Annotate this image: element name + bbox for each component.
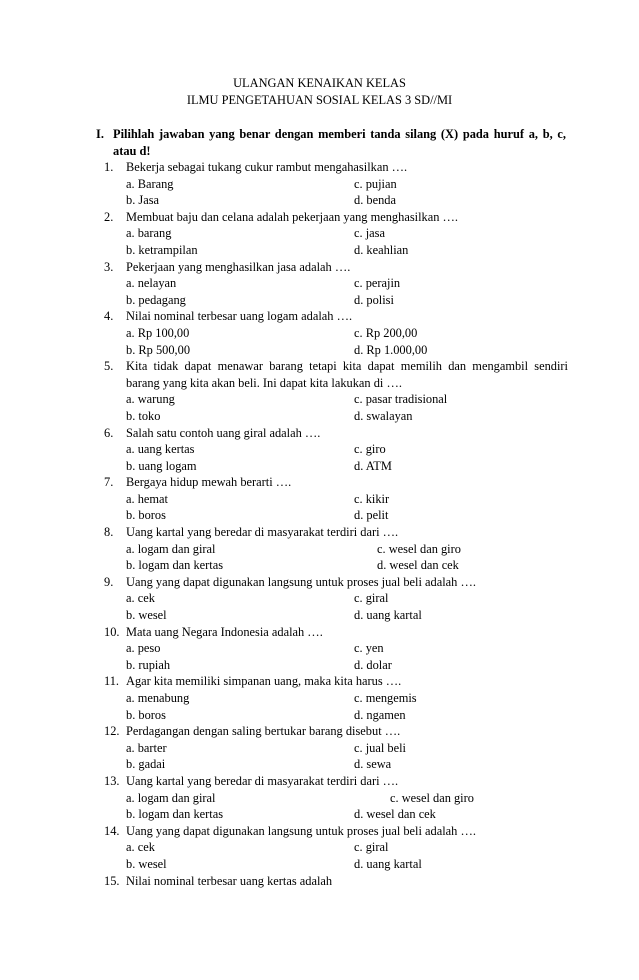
option-d: d. keahlian [354, 242, 409, 257]
option-b: b. logam dan kertas [126, 558, 224, 573]
option-a: a. nelayan [126, 276, 177, 291]
section-instruction [96, 126, 566, 159]
option-c: c. pujian [354, 176, 397, 191]
question-text: Uang kartal yang beredar di masyarakat terdiri dari …. [126, 773, 399, 788]
option-a: a. peso [126, 641, 161, 656]
question-text: Uang yang dapat digunakan langsung untuk proses jual beli adalah …. [126, 823, 476, 838]
question-number: 8. [104, 525, 114, 540]
question-text: Mata uang Negara Indonesia adalah …. [126, 624, 323, 639]
option-d: d. polisi [354, 292, 394, 307]
option-b: b. gadai [126, 757, 166, 772]
option-c: c. giral [354, 591, 389, 606]
question-8 [104, 524, 568, 574]
question-text: Pekerjaan yang menghasilkan jasa adalah …. [126, 259, 351, 274]
option-a: a. uang kertas [126, 442, 195, 457]
option-b: b. Rp 500,00 [126, 342, 191, 357]
question-number: 12. [104, 724, 120, 739]
question-list [104, 159, 568, 889]
option-c: c. giral [354, 840, 389, 855]
option-c: c. kikir [354, 491, 390, 506]
option-d: d. Rp 1.000,00 [354, 342, 428, 357]
question-text: Salah satu contoh uang giral adalah …. [126, 425, 321, 440]
question-11 [104, 673, 568, 723]
question-13 [104, 773, 568, 823]
option-a: a. barter [126, 740, 167, 755]
option-d: d. benda [354, 193, 396, 208]
option-d: d. uang kartal [354, 856, 422, 871]
question-2 [104, 209, 568, 259]
option-b: b. toko [126, 408, 161, 423]
question-text: Membuat baju dan celana adalah pekerjaan yang menghasilkan …. [126, 209, 459, 224]
question-5 [104, 358, 568, 424]
option-b: b. wesel [126, 608, 167, 623]
question-text: Nilai nominal terbesar uang kertas adalah [126, 873, 333, 888]
question-text: Bergaya hidup mewah berarti …. [126, 475, 292, 490]
question-number: 2. [104, 209, 114, 224]
question-number: 3. [104, 259, 114, 274]
question-number: 10. [104, 624, 120, 639]
option-a: a. Barang [126, 176, 174, 191]
question-1 [104, 159, 568, 209]
option-a: a. barang [126, 226, 172, 241]
question-9 [104, 574, 568, 624]
option-d: d. wesel dan cek [377, 558, 459, 573]
option-c: c. mengemis [354, 691, 417, 705]
option-b: b. wesel [126, 856, 167, 871]
question-text: Perdagangan dengan saling bertukar barang disebut …. [126, 724, 401, 739]
option-c: c. jual beli [354, 740, 406, 755]
question-4 [104, 308, 568, 358]
question-number: 11. [104, 674, 120, 689]
option-a: a. Rp 100,00 [126, 325, 190, 340]
option-d: d. dolar [354, 657, 392, 672]
question-number: 1. [104, 160, 114, 174]
option-a: a. cek [126, 591, 155, 606]
question-text: Kita tidak dapat menawar barang tetapi kita dapat memilih dan mengambil sendiri barang yang kita akan beli. Ini dapat kita lakukan di …. [126, 359, 568, 390]
option-c: c. jasa [354, 226, 385, 241]
option-d: d. sewa [354, 757, 392, 772]
question-number: 5. [104, 359, 114, 374]
option-b: b. uang logam [126, 458, 197, 473]
question-text: Bekerja sebagai tukang cukur rambut mengahasilkan …. [126, 160, 408, 174]
option-a: a. cek [126, 840, 155, 855]
question-number: 6. [104, 425, 114, 440]
option-b: b. rupiah [126, 657, 171, 672]
option-c: c. yen [354, 641, 384, 656]
question-text: Nilai nominal terbesar uang logam adalah …. [126, 309, 353, 324]
option-a: a. logam dan giral [126, 541, 216, 556]
question-10 [104, 624, 568, 674]
question-text: Agar kita memiliki simpanan uang, maka kita harus …. [126, 674, 402, 689]
question-text: Uang yang dapat digunakan langsung untuk proses jual beli adalah …. [126, 574, 476, 589]
question-number: 13. [104, 773, 120, 788]
option-d: d. pelit [354, 508, 389, 523]
option-a: a. logam dan giral [126, 790, 216, 805]
document-title: ULANGAN KENAIKAN KELAS [233, 76, 406, 90]
option-d: d. swalayan [354, 408, 413, 423]
option-d: d. wesel dan cek [354, 807, 436, 822]
option-d: d. ATM [354, 458, 392, 473]
question-number: 7. [104, 475, 114, 490]
option-c: c. pasar tradisional [354, 392, 448, 407]
question-15 [104, 873, 568, 890]
option-b: b. pedagang [126, 292, 186, 307]
document-subtitle: ILMU PENGETAHUAN SOSIAL KELAS 3 SD//MI [186, 93, 453, 107]
question-14 [104, 823, 568, 873]
option-c: c. wesel dan giro [390, 790, 474, 805]
option-a: a. menabung [126, 691, 190, 705]
instruction-text: Pilihlah jawaban yang benar dengan memberi tanda silang (X) pada huruf a, b, c, atau d! [113, 127, 566, 158]
option-b: b. boros [126, 707, 166, 722]
option-c: c. giro [354, 442, 386, 457]
question-6 [104, 425, 568, 475]
question-3 [104, 259, 568, 309]
question-number: 4. [104, 309, 114, 324]
option-c: c. wesel dan giro [377, 541, 461, 556]
question-number: 15. [104, 873, 120, 888]
option-b: b. boros [126, 508, 166, 523]
section-number: I. [96, 127, 104, 141]
option-b: b. logam dan kertas [126, 807, 224, 822]
option-a: a. hemat [126, 491, 168, 506]
question-12 [104, 723, 568, 773]
option-d: d. uang kartal [354, 608, 422, 623]
option-c: c. perajin [354, 276, 401, 291]
option-d: d. ngamen [354, 707, 406, 722]
question-number: 14. [104, 823, 120, 838]
question-7 [104, 474, 568, 524]
option-a: a. warung [126, 392, 175, 407]
question-number: 9. [104, 574, 114, 589]
option-b: b. ketrampilan [126, 242, 198, 257]
option-b: b. Jasa [126, 193, 160, 208]
option-c: c. Rp 200,00 [354, 325, 418, 340]
question-text: Uang kartal yang beredar di masyarakat terdiri dari …. [126, 525, 399, 540]
